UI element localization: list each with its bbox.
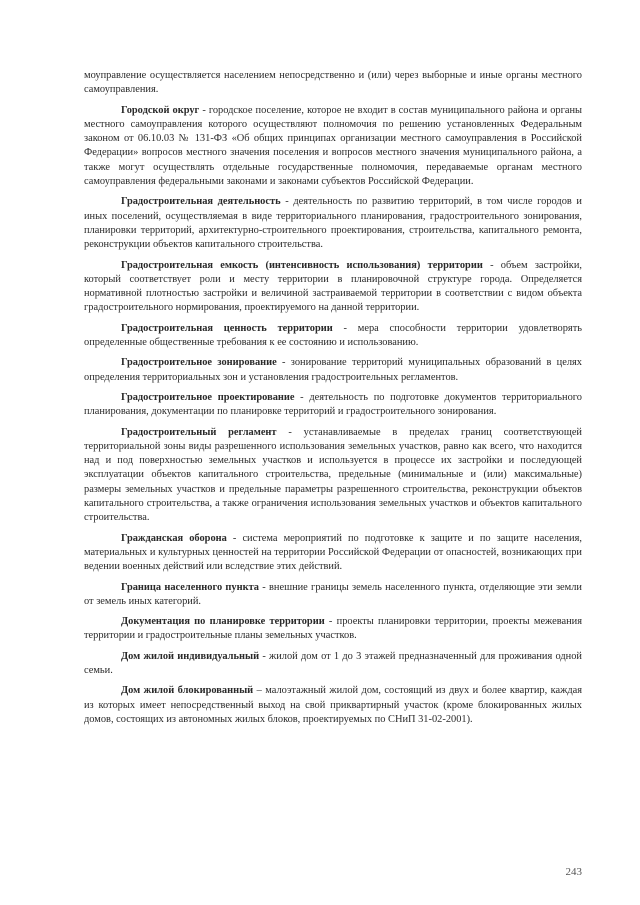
intro-paragraph: моуправление осуществляется населением непосредственно и (или) через выборные и иные органы местного самоуправления. <box>84 70 582 96</box>
definition-paragraph <box>84 259 582 316</box>
definition-term: Документация по планировке территории <box>121 616 325 628</box>
definition-term: Градостроительное зонирование <box>121 357 277 369</box>
definition-text: - деятельность по развитию территорий, в том числе городов и иных поселений, осуществляемая в виде территориального планирования, градостроительного зонирования, планировки территорий, архитектурно-строительного проектирования, строительства, капитального ремонта, реконструкции объектов капитального строительства. <box>84 196 582 251</box>
definition-term: Граница населенного пункта <box>121 581 259 593</box>
definition-paragraph <box>84 104 582 190</box>
definition-term: Градостроительная ценность территории <box>121 322 333 334</box>
definition-paragraph <box>84 356 582 385</box>
document-body <box>84 69 582 727</box>
definition-paragraph <box>84 391 582 420</box>
definition-paragraph <box>84 195 582 252</box>
definition-text: - проекты планировки территории, проекты межевания территории и градостроительные планы земельных участков. <box>84 616 582 642</box>
definition-paragraph <box>84 650 582 679</box>
definition-paragraph <box>84 581 582 610</box>
definition-text: - система мероприятий по подготовке к защите и по защите населения, материальных и культурных ценностей на территории Российской Федерации от опасностей, возникающих при ведении военных действий или вследствие этих действий. <box>84 532 582 573</box>
definition-text: - зонирование территорий муниципальных образований в целях определения территориальных зон и установления градостроительных регламентов. <box>84 357 582 383</box>
definition-text: - устанавливаемые в пределах границ соответствующей территориальной зоны виды разрешенного использования земельных участков, равно как всего, что находится над и под поверхностью земельных участков и используется в процессе их застройки и последующей эксплуатации объектов капитального строительства, предельные (минимальные и (или) максимальные) размеры земельных участков и предельные параметры разрешенного строительства, реконструкции объектов капитального строительства, а также ограничения использования земельных участков и объектов капитального строительства. <box>84 426 582 524</box>
definition-paragraph <box>84 426 582 526</box>
definition-text: - городское поселение, которое не входит в состав муниципального района и органы местного самоуправления которого осуществляют полномочия по решению установленных Федеральным законом от 06.10.03 № 131-ФЗ «Об общих принципах организации местного самоуправления в Российской Федерации» вопросов местного значения поселения и вопросов местного значения муниципального района, а также могут осуществлять отдельные государственные полномочия, передаваемые органам местного самоуправления федеральными законами и законами субъектов Российской Федерации. <box>84 104 582 188</box>
definition-text: - мера способности территории удовлетворять определенные общественные требования к ее состоянию и использованию. <box>84 322 582 349</box>
definition-term: Градостроительная емкость (интенсивность использования) территории <box>121 259 483 271</box>
definition-text: - объем застройки, который соответствует роли и месту территории в планировочной структуре города. Определяется нормативной плотностью застройки и величиной застраиваемой территории в соответствии с видом объекта градостроительного нормирования, проектируемого на данной территории. <box>84 259 582 314</box>
definition-paragraph <box>84 532 582 575</box>
definition-term: Дом жилой индивидуальный <box>121 650 260 662</box>
page-number: 243 <box>565 866 582 878</box>
definition-term: Градостроительный регламент <box>121 426 277 438</box>
definition-text: - деятельность по подготовке документов территориального планирования, документации по планировке территорий и градостроительного зонирования. <box>84 391 582 418</box>
definition-term: Гражданская оборона <box>121 532 227 544</box>
definition-term: Городской округ <box>121 104 200 116</box>
definition-term: Дом жилой блокированный <box>121 685 254 697</box>
definition-term: Градостроительная деятельность <box>121 196 281 208</box>
definition-paragraph <box>84 684 582 727</box>
definition-text: - жилой дом от 1 до 3 этажей предназначенный для проживания одной семьи. <box>84 650 582 676</box>
definition-text: - внешние границы земель населенного пункта, отделяющие эти земли от земель иных категорий. <box>84 581 582 607</box>
definition-text: – малоэтажный жилой дом, состоящий из двух и более квартир, каждая из которых имеет непосредственный выход на свой приквартирный участок (кроме блокированных жилых домов, состоящих из автономных жилых блоков, проектируемых по СНиП 31-02-2001). <box>84 685 582 725</box>
definition-paragraph <box>84 322 582 351</box>
definition-paragraph <box>84 615 582 644</box>
definition-term: Градостроительное проектирование <box>121 391 295 403</box>
